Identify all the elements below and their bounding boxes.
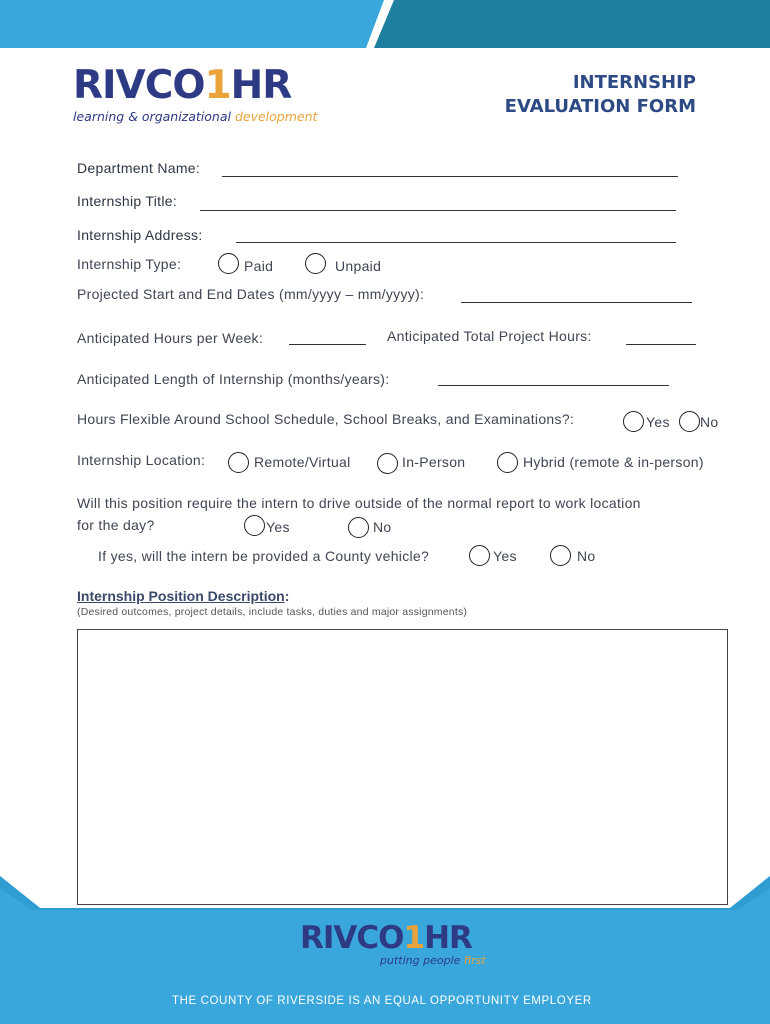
footer-logo-hr: HR (424, 920, 472, 956)
department-label: Department Name: (77, 160, 201, 176)
type-paid-label: Paid (244, 258, 274, 274)
location-label: Internship Location: (77, 452, 206, 468)
drive-no-radio[interactable] (348, 517, 369, 538)
header-band (0, 0, 770, 48)
logo-one: 1 (204, 63, 231, 108)
type-label: Internship Type: (77, 256, 182, 272)
footer-tagline: putting people (380, 954, 461, 967)
hours-week-field[interactable] (289, 344, 366, 345)
drive-question-line2: for the day? (77, 517, 155, 533)
department-field[interactable] (222, 176, 678, 177)
vehicle-yes-radio[interactable] (469, 545, 490, 566)
form-title-line2: EVALUATION FORM (504, 96, 696, 117)
footer-logo-one: 1 (403, 920, 425, 956)
location-remote-radio[interactable] (228, 452, 249, 473)
address-field[interactable] (236, 242, 676, 243)
form-title (470, 71, 696, 119)
logo-word: RIVCO (73, 63, 205, 108)
internship-title-label: Internship Title: (77, 193, 178, 209)
rivco-hr-logo (73, 63, 318, 128)
vehicle-no-radio[interactable] (550, 545, 571, 566)
vehicle-no-label: No (577, 548, 596, 564)
footer-logo-word: RIVCO (300, 920, 404, 956)
location-hybrid-label: Hybrid (remote & in-person) (523, 454, 704, 470)
description-heading-row (77, 588, 289, 606)
logo-hr: HR (230, 63, 292, 108)
type-unpaid-label: Unpaid (335, 258, 382, 274)
dates-label: Projected Start and End Dates (mm/yyyy – mm/yyyy): (77, 286, 425, 302)
type-unpaid-radio[interactable] (305, 253, 326, 274)
vehicle-label: If yes, will the intern be provided a County vehicle? (98, 548, 430, 564)
eeo-statement: THE COUNTY OF RIVERSIDE IS AN EQUAL OPPORTUNITY EMPLOYER (172, 995, 592, 1007)
flexible-no-label: No (700, 414, 719, 430)
location-inperson-radio[interactable] (377, 453, 398, 474)
drive-no-label: No (373, 519, 392, 535)
flexible-label: Hours Flexible Around School Schedule, School Breaks, and Examinations?: (77, 411, 575, 427)
location-inperson-label: In-Person (402, 454, 466, 470)
flexible-yes-radio[interactable] (623, 411, 644, 432)
internship-title-field[interactable] (200, 210, 676, 211)
length-label: Anticipated Length of Internship (months/years): (77, 371, 390, 387)
vehicle-yes-label: Yes (493, 548, 517, 564)
hours-week-label: Anticipated Hours per Week: (77, 330, 264, 346)
total-hours-field[interactable] (626, 344, 696, 345)
form-title-line1: INTERNSHIP (572, 72, 696, 93)
location-remote-label: Remote/Virtual (254, 454, 351, 470)
description-heading-colon: : (284, 588, 290, 604)
description-heading: Internship Position Description (77, 588, 285, 604)
dates-field[interactable] (461, 302, 692, 303)
location-hybrid-radio[interactable] (497, 452, 518, 473)
flexible-no-radio[interactable] (679, 411, 700, 432)
drive-yes-radio[interactable] (244, 515, 265, 536)
logo-tagline-accent: development (234, 109, 318, 124)
logo-tagline: learning & organizational (73, 109, 231, 124)
address-label: Internship Address: (77, 227, 203, 243)
footer-tagline-accent: first (463, 954, 486, 967)
description-subtext: (Desired outcomes, project details, include tasks, duties and major assignments) (77, 606, 468, 618)
drive-question-line1: Will this position require the intern to drive outside of the normal report to work location (77, 495, 641, 511)
type-paid-radio[interactable] (218, 253, 239, 274)
footer-logo (300, 920, 490, 972)
length-field[interactable] (438, 385, 669, 386)
drive-yes-label: Yes (266, 519, 290, 535)
description-textarea[interactable] (77, 629, 728, 905)
flexible-yes-label: Yes (646, 414, 670, 430)
total-hours-label: Anticipated Total Project Hours: (387, 328, 592, 344)
